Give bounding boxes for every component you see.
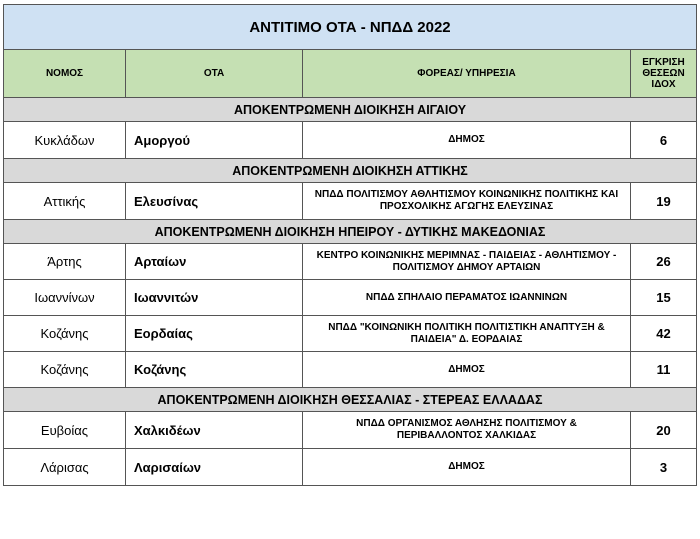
table-row bbox=[4, 316, 697, 352]
cell-nomos: Κοζάνης bbox=[4, 352, 126, 388]
region-row bbox=[4, 388, 697, 412]
table-row bbox=[4, 122, 697, 159]
cell-foreas: ΝΠΔΔ ΣΠΗΛΑΙΟ ΠΕΡΑΜΑΤΟΣ ΙΩΑΝΝΙΝΩΝ bbox=[303, 280, 631, 316]
cell-ota: Αμοργού bbox=[126, 122, 303, 159]
cell-ota: Λαρισαίων bbox=[126, 449, 303, 486]
cell-foreas: ΔΗΜΟΣ bbox=[303, 122, 631, 159]
header-ota: ΟΤΑ bbox=[126, 50, 303, 98]
region-row bbox=[4, 220, 697, 244]
table-row bbox=[4, 412, 697, 449]
cell-foreas: ΔΗΜΟΣ bbox=[303, 449, 631, 486]
cell-foreas: ΝΠΔΔ ΠΟΛΙΤΙΣΜΟΥ ΑΘΛΗΤΙΣΜΟΥ ΚΟΙΝΩΝΙΚΗΣ ΠΟΛΙΤΙΚΗΣ ΚΑΙ ΠΡΟΣΧΟΛΙΚΗΣ ΑΓΩΓΗΣ ΕΛΕΥΣΙΝΑΣ bbox=[303, 183, 631, 220]
document bbox=[3, 4, 697, 486]
cell-theseis: 3 bbox=[631, 449, 697, 486]
cell-foreas: ΝΠΔΔ ΟΡΓΑΝΙΣΜΟΣ ΑΘΛΗΣΗΣ ΠΟΛΙΤΙΣΜΟΥ & ΠΕΡΙΒΑΛΛΟΝΤΟΣ ΧΑΛΚΙΔΑΣ bbox=[303, 412, 631, 449]
cell-ota: Ελευσίνας bbox=[126, 183, 303, 220]
table-row bbox=[4, 352, 697, 388]
cell-nomos: Αττικής bbox=[4, 183, 126, 220]
cell-ota: Ιωαννιτών bbox=[126, 280, 303, 316]
region-name: ΑΠΟΚΕΝΤΡΩΜΕΝΗ ΔΙΟΙΚΗΣΗ ΘΕΣΣΑΛΙΑΣ - ΣΤΕΡΕΑΣ ΕΛΛΑΔΑΣ bbox=[4, 388, 697, 412]
cell-theseis: 20 bbox=[631, 412, 697, 449]
table-row bbox=[4, 449, 697, 486]
cell-nomos: Ευβοίας bbox=[4, 412, 126, 449]
cell-nomos: Άρτης bbox=[4, 244, 126, 280]
cell-nomos: Κοζάνης bbox=[4, 316, 126, 352]
cell-ota: Αρταίων bbox=[126, 244, 303, 280]
header-egkrisi: ΕΓΚΡΙΣΗ ΘΕΣΕΩΝ ΙΔΟΧ bbox=[631, 50, 697, 98]
cell-theseis: 26 bbox=[631, 244, 697, 280]
cell-foreas: ΝΠΔΔ "ΚΟΙΝΩΝΙΚΗ ΠΟΛΙΤΙΚΗ ΠΟΛΙΤΙΣΤΙΚΗ ΑΝΑΠΤΥΞΗ & ΠΑΙΔΕΙΑ" Δ. ΕΟΡΔΑΙΑΣ bbox=[303, 316, 631, 352]
cell-nomos: Ιωαννίνων bbox=[4, 280, 126, 316]
cell-nomos: Κυκλάδων bbox=[4, 122, 126, 159]
table-row bbox=[4, 280, 697, 316]
cell-foreas: ΚΕΝΤΡΟ ΚΟΙΝΩΝΙΚΗΣ ΜΕΡΙΜΝΑΣ - ΠΑΙΔΕΙΑΣ - ΑΘΛΗΤΙΣΜΟΥ - ΠΟΛΙΤΙΣΜΟΥ ΔΗΜΟΥ ΑΡΤΑΙΩΝ bbox=[303, 244, 631, 280]
allocation-table bbox=[3, 4, 697, 486]
table-title: ΑΝΤΙΤΙΜΟ ΟΤΑ - ΝΠΔΔ 2022 bbox=[4, 5, 697, 50]
cell-theseis: 42 bbox=[631, 316, 697, 352]
cell-ota: Εορδαίας bbox=[126, 316, 303, 352]
cell-theseis: 11 bbox=[631, 352, 697, 388]
table-row bbox=[4, 244, 697, 280]
region-name: ΑΠΟΚΕΝΤΡΩΜΕΝΗ ΔΙΟΙΚΗΣΗ ΑΤΤΙΚΗΣ bbox=[4, 159, 697, 183]
header-nomos: ΝΟΜΟΣ bbox=[4, 50, 126, 98]
cell-theseis: 19 bbox=[631, 183, 697, 220]
region-name: ΑΠΟΚΕΝΤΡΩΜΕΝΗ ΔΙΟΙΚΗΣΗ ΑΙΓΑΙΟΥ bbox=[4, 98, 697, 122]
cell-foreas: ΔΗΜΟΣ bbox=[303, 352, 631, 388]
cell-ota: Κοζάνης bbox=[126, 352, 303, 388]
cell-theseis: 15 bbox=[631, 280, 697, 316]
region-name: ΑΠΟΚΕΝΤΡΩΜΕΝΗ ΔΙΟΙΚΗΣΗ ΗΠΕΙΡΟΥ - ΔΥΤΙΚΗΣ ΜΑΚΕΔΟΝΙΑΣ bbox=[4, 220, 697, 244]
cell-nomos: Λάρισας bbox=[4, 449, 126, 486]
cell-theseis: 6 bbox=[631, 122, 697, 159]
table-header-row bbox=[4, 50, 697, 98]
table-title-row bbox=[4, 5, 697, 50]
cell-ota: Χαλκιδέων bbox=[126, 412, 303, 449]
region-row bbox=[4, 98, 697, 122]
table-row bbox=[4, 183, 697, 220]
region-row bbox=[4, 159, 697, 183]
header-foreas: ΦΟΡΕΑΣ/ ΥΠΗΡΕΣΙΑ bbox=[303, 50, 631, 98]
